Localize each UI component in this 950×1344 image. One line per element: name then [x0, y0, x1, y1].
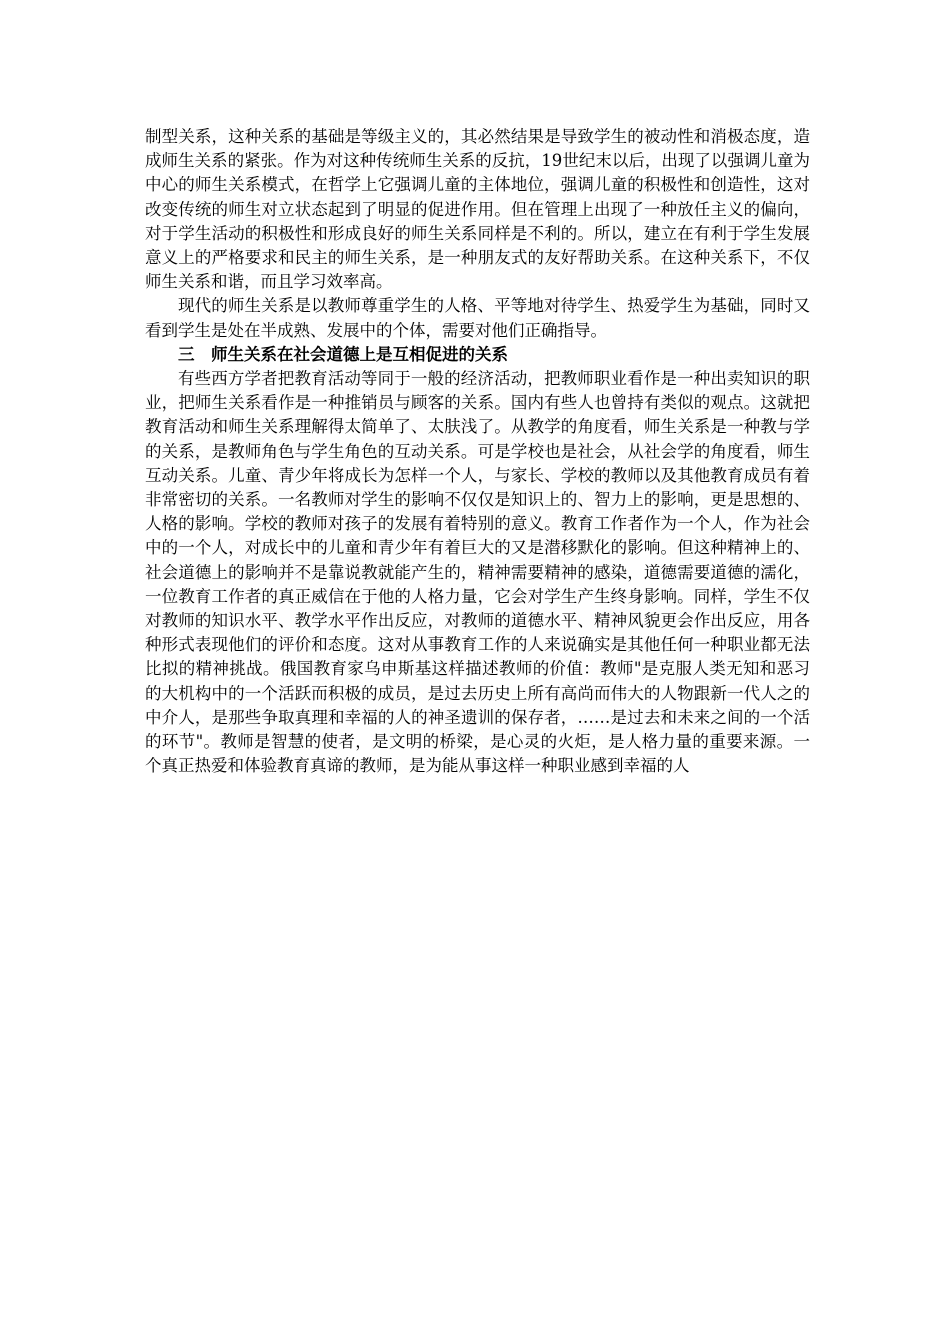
paragraph-continued: 制型关系，这种关系的基础是等级主义的，其必然结果是导致学生的被动性和消极态度，造成师生关系的紧张。作为对这种传统师生关系的反抗，19世纪末以后，出现了以强调儿童为中心的师生关系模式，在哲学上它强调儿童的主体地位，强调儿童的积极性和创造性，这对改变传统的师生对立状态起到了明显的促进作用。但在管理上出现了一种放任主义的偏向，对于学生活动的积极性和形成良好的师生关系同样是不利的。所以，建立在有利于学生发展意义上的严格要求和民主的师生关系，是一种朋友式的友好帮助关系。在这种关系下，不仅师生关系和谐，而且学习效率高。 [145, 127, 810, 292]
document-body [145, 125, 810, 778]
paragraph-moral-relationship: 有些西方学者把教育活动等同于一般的经济活动，把教师职业看作是一种出卖知识的职业，把师生关系看作是一种推销员与顾客的关系。国内有些人也曾持有类似的观点。这就把教育活动和师生关系理解得太简单了、太肤浅了。从教学的角度看，师生关系是一种教与学的关系，是教师角色与学生角色的互动关系。可是学校也是社会，从社会学的角度看，师生互动关系。儿童、青少年将成长为怎样一个人，与家长、学校的教师以及其他教育成员有着非常密切的关系。一名教师对学生的影响不仅仅是知识上的、智力上的影响，更是思想的、人格的影响。学校的教师对孩子的发展有着特别的意义。教育工作者作为一个人，作为社会中的一个人，对成长中的儿童和青少年有着巨大的又是潜移默化的影响。但这种精神上的、社会道德上的影响并不是靠说教就能产生的，精神需要精神的感染，道德需要道德的濡化，一位教育工作者的真正威信在于他的人格力量，它会对学生产生终身影响。同样，学生不仅对教师的知识水平、教学水平作出反应，对教师的道德水平、精神风貌更会作出反应，用各种形式表现他们的评价和态度。这对从事教育工作的人来说确实是其他任何一种职业都无法比拟的精神挑战。俄国教育家乌申斯基这样描述教师的价值：教师"是克服人类无知和恶习的大机构中的一个活跃而积极的成员，是过去历史上所有高尚而伟大的人物跟新一代人之的中介人，是那些争取真理和幸福的人的神圣遗训的保存者，……是过去和未来之间的一个活的环节"。教师是智慧的使者，是文明的桥梁，是心灵的火炬，是人格力量的重要来源。一个真正热爱和体验教育真谛的教师，是为能从事这样一种职业感到幸福的人 [145, 369, 810, 776]
paragraph-modern-relationship: 现代的师生关系是以教师尊重学生的人格、平等地对待学生、热爱学生为基础，同时又看到学生是处在半成熟、发展中的个体，需要对他们正确指导。 [145, 296, 810, 340]
section-heading: 三 师生关系在社会道德上是互相促进的关系 [178, 344, 508, 364]
